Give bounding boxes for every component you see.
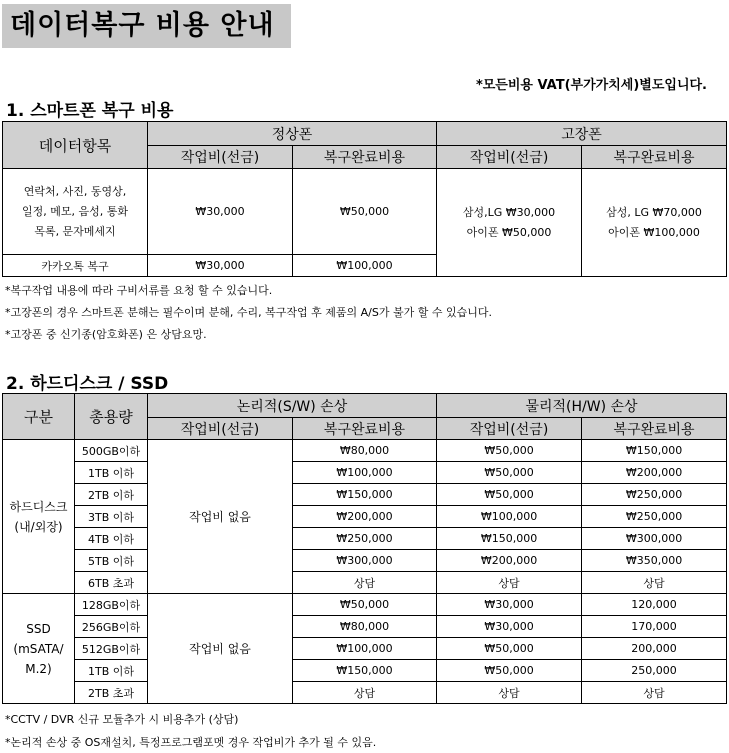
table-row — [3, 528, 727, 550]
physical-work-fee: ₩50,000 — [437, 462, 582, 484]
item-line: 일정, 메모, 음성, 통화 — [22, 204, 128, 218]
broken-complete-line: 삼성, LG ₩70,000 — [606, 205, 702, 219]
item-cell: 카카오톡 복구 — [3, 255, 148, 277]
physical-work-fee: 상담 — [437, 682, 582, 704]
logical-complete-fee: 상담 — [293, 682, 437, 704]
category-line: M.2) — [25, 661, 52, 676]
capacity-cell: 256GB이하 — [75, 616, 148, 638]
ssd-category-cell — [3, 594, 75, 704]
capacity-cell: 3TB 이하 — [75, 506, 148, 528]
normal-complete-fee: ₩100,000 — [293, 255, 437, 277]
category-line: SSD — [26, 621, 51, 636]
physical-complete-fee: 250,000 — [582, 660, 727, 682]
physical-complete-fee: ₩250,000 — [582, 506, 727, 528]
header-logical-damage: 논리적(S/W) 손상 — [148, 394, 437, 418]
table-row — [3, 572, 727, 594]
page-title: 데이터복구 비용 안내 — [2, 4, 291, 48]
broken-complete-line: 아이폰 ₩100,000 — [608, 225, 700, 239]
logical-complete-fee: ₩100,000 — [293, 638, 437, 660]
header-normal-work-fee: 작업비(선금) — [148, 146, 293, 169]
header-physical-damage: 물리적(H/W) 손상 — [437, 394, 727, 418]
normal-work-fee: ₩30,000 — [148, 255, 293, 277]
smartphone-price-table — [2, 121, 727, 277]
table-row — [3, 440, 727, 462]
physical-complete-fee: 상담 — [582, 572, 727, 594]
category-line: 하드디스크 — [9, 499, 68, 514]
logical-complete-fee: ₩200,000 — [293, 506, 437, 528]
header-logical-complete-fee: 복구완료비용 — [293, 418, 437, 440]
capacity-cell: 1TB 이하 — [75, 462, 148, 484]
logical-complete-fee: ₩50,000 — [293, 594, 437, 616]
table-row — [3, 506, 727, 528]
physical-work-fee: ₩50,000 — [437, 440, 582, 462]
physical-complete-fee: ₩150,000 — [582, 440, 727, 462]
physical-complete-fee: 120,000 — [582, 594, 727, 616]
broken-work-fee — [437, 169, 582, 277]
normal-complete-fee: ₩50,000 — [293, 169, 437, 255]
header-logical-work-fee: 작업비(선금) — [148, 418, 293, 440]
capacity-cell: 6TB 초과 — [75, 572, 148, 594]
physical-complete-fee: ₩250,000 — [582, 484, 727, 506]
capacity-cell: 512GB이하 — [75, 638, 148, 660]
header-broken-work-fee: 작업비(선금) — [437, 146, 582, 169]
logical-complete-fee: ₩150,000 — [293, 660, 437, 682]
section1-note: *고장폰의 경우 스마트폰 분해는 필수이며 분해, 수리, 복구작업 후 제품의 A/S가 불가 할 수 있습니다. — [5, 306, 492, 319]
header-broken-phone: 고장폰 — [437, 122, 727, 146]
header-physical-work-fee: 작업비(선금) — [437, 418, 582, 440]
normal-work-fee: ₩30,000 — [148, 169, 293, 255]
table-row — [3, 484, 727, 506]
header-broken-complete-fee: 복구완료비용 — [582, 146, 727, 169]
hdd-ssd-price-table — [2, 393, 727, 704]
broken-work-line: 삼성,LG ₩30,000 — [462, 205, 556, 219]
logical-complete-fee: ₩80,000 — [293, 440, 437, 462]
physical-complete-fee: ₩350,000 — [582, 550, 727, 572]
category-line: (mSATA/ — [13, 641, 64, 656]
physical-complete-fee: 170,000 — [582, 616, 727, 638]
section1-note: *고장폰 중 신기종(암호화폰) 은 상담요망. — [5, 328, 207, 341]
physical-work-fee: 상담 — [437, 572, 582, 594]
capacity-cell: 500GB이하 — [75, 440, 148, 462]
header-normal-complete-fee: 복구완료비용 — [293, 146, 437, 169]
logical-complete-fee: ₩150,000 — [293, 484, 437, 506]
broken-complete-fee — [582, 169, 727, 277]
section2-note: *논리적 손상 중 OS재설치, 특정프로그램포멧 경우 작업비가 추가 될 수 있음. — [5, 736, 377, 749]
physical-complete-fee: ₩200,000 — [582, 462, 727, 484]
logical-complete-fee: ₩250,000 — [293, 528, 437, 550]
section1-title: 1. 스마트폰 복구 비용 — [6, 101, 174, 121]
capacity-cell: 2TB 초과 — [75, 682, 148, 704]
capacity-cell: 128GB이하 — [75, 594, 148, 616]
physical-work-fee: ₩30,000 — [437, 616, 582, 638]
category-line: (내/외장) — [14, 519, 63, 534]
physical-work-fee: ₩100,000 — [437, 506, 582, 528]
physical-work-fee: ₩50,000 — [437, 660, 582, 682]
logical-complete-fee: ₩300,000 — [293, 550, 437, 572]
table-row — [3, 682, 727, 704]
physical-complete-fee: 200,000 — [582, 638, 727, 660]
item-cell — [3, 169, 148, 255]
physical-work-fee: ₩30,000 — [437, 594, 582, 616]
item-line: 연락처, 사진, 동영상, — [23, 184, 127, 198]
physical-complete-fee: ₩300,000 — [582, 528, 727, 550]
section2-note: *CCTV / DVR 신규 모듈추가 시 비용추가 (상담) — [5, 713, 239, 726]
vat-note: *모든비용 VAT(부가가치세)별도입니다. — [475, 78, 707, 93]
header-category: 구분 — [3, 394, 75, 440]
table-row — [3, 660, 727, 682]
item-line: 목록, 문자메세지 — [34, 224, 116, 238]
capacity-cell: 1TB 이하 — [75, 660, 148, 682]
section1-note: *복구작업 내용에 따라 구비서류를 요청 할 수 있습니다. — [5, 284, 273, 297]
logical-work-fee-cell: 작업비 없음 — [148, 594, 293, 704]
logical-complete-fee: ₩80,000 — [293, 616, 437, 638]
table-row — [3, 616, 727, 638]
header-data-item: 데이터항목 — [3, 122, 148, 169]
logical-complete-fee: 상담 — [293, 572, 437, 594]
hdd-category-cell — [3, 440, 75, 594]
header-capacity: 총용량 — [75, 394, 148, 440]
broken-work-line: 아이폰 ₩50,000 — [466, 225, 552, 239]
header-physical-complete-fee: 복구완료비용 — [582, 418, 727, 440]
table-row — [3, 462, 727, 484]
physical-work-fee: ₩150,000 — [437, 528, 582, 550]
capacity-cell: 5TB 이하 — [75, 550, 148, 572]
physical-complete-fee: 상담 — [582, 682, 727, 704]
table-row — [3, 638, 727, 660]
section2-title: 2. 하드디스크 / SSD — [6, 374, 169, 394]
logical-complete-fee: ₩100,000 — [293, 462, 437, 484]
table-row — [3, 594, 727, 616]
capacity-cell: 2TB 이하 — [75, 484, 148, 506]
capacity-cell: 4TB 이하 — [75, 528, 148, 550]
physical-work-fee: ₩50,000 — [437, 638, 582, 660]
logical-work-fee-cell: 작업비 없음 — [148, 440, 293, 594]
header-normal-phone: 정상폰 — [148, 122, 437, 146]
physical-work-fee: ₩200,000 — [437, 550, 582, 572]
physical-work-fee: ₩50,000 — [437, 484, 582, 506]
table-row — [3, 550, 727, 572]
